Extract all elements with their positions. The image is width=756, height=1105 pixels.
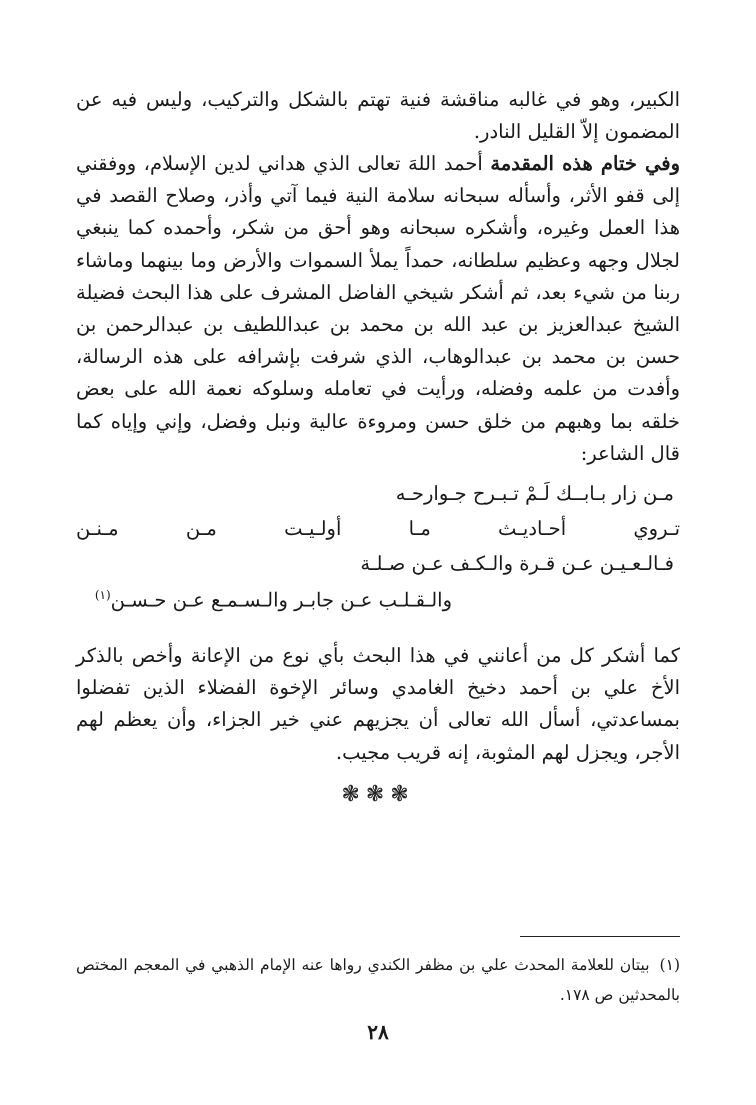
paragraph-thanks: كما أشكر كل من أعانني في هذا البحث بأي نوع من الإعانة وأخص بالذكر الأخ علي بن أحمد دخيخ الغامدي وسائر الإخوة الفضلاء الذين تفضلوا بمساعدتي، أسأل الله تعالى أن يجزيهم عني خير الجزاء، وأن يعظم لهم الأجر، ويجزل لهم المثوبة، إنه قريب مجيب. [76, 644, 680, 764]
paragraph-lead-bold: وفي ختام هذه المقدمة [490, 152, 680, 175]
footnote [76, 950, 680, 1010]
verse-line-4 [95, 588, 452, 612]
verse-line-2: تـروي أحـاديـث مـا أولـيـت مـن مـنـن [76, 517, 680, 540]
verse-line-3: فـالـعـيـن عـن قـرة والـكـف عـن صـلـة [360, 552, 674, 575]
footnote-reference: (١) [94, 588, 111, 602]
footnote-separator [520, 936, 680, 937]
footnote-text: بيتان للعلامة المحدث علي بن مظفر الكندي رواها عنه الإمام الذهبي في المعجم المختص بالمحدثين ص ١٧٨. [76, 956, 680, 1004]
footnote-number: (١) [659, 956, 680, 974]
paragraph-acknowledgements [76, 148, 680, 470]
page-number: ٢٨ [367, 1020, 389, 1044]
verse-line-1: مـن زار بـابــك لَـمْ تـبـرح جـوارحـه [395, 482, 674, 505]
paragraph-acknowledgements-text: أحمد اللهَ تعالى الذي هداني لدين الإسلام، ووفقني إلى قفو الأثر، وأسأله سبحانه سلامة النية فيما آتي وأذر، وصلاح القصد في هذا العمل وغيره، وأشكره سبحانه وهو أحق من شكر، وأحمده كما ينبغي لجلال وجهه وعظيم سلطانه، حمداً يملأ السموات والأرض وما بينهما وماشاء ربنا من شيء بعد، ثم أشكر شيخي الفاضل المشرف على هذا البحث فضيلة الشيخ عبدالعزيز بن عبد الله بن محمد بن عبداللطيف بن عبدالرحمن بن حسن بن محمد بن عبدالوهاب، الذي شرفت بإشرافه على هذه الرسالة، وأفدت من علمه وفضله، ورأيت في تعامله وسلوكه نعمة الله على بعض خلقه بما وهبهم من خلق حسن ومروءة عالية ونبل وفضل، وإني وإياه كما قال الشاعر: [76, 152, 680, 465]
verse-line-4-text: والـقـلـب عـن جابـر والـسـمـع عـن حـسـن [110, 588, 452, 612]
paragraph-intro-end: الكبير، وهو في غالبه مناقشة فنية تهتم بالشكل والتركيب، وليس فيه عن المضمون إلاّ القليل النادر. [76, 88, 680, 144]
section-ornament: ❃❃❃ [341, 782, 415, 807]
